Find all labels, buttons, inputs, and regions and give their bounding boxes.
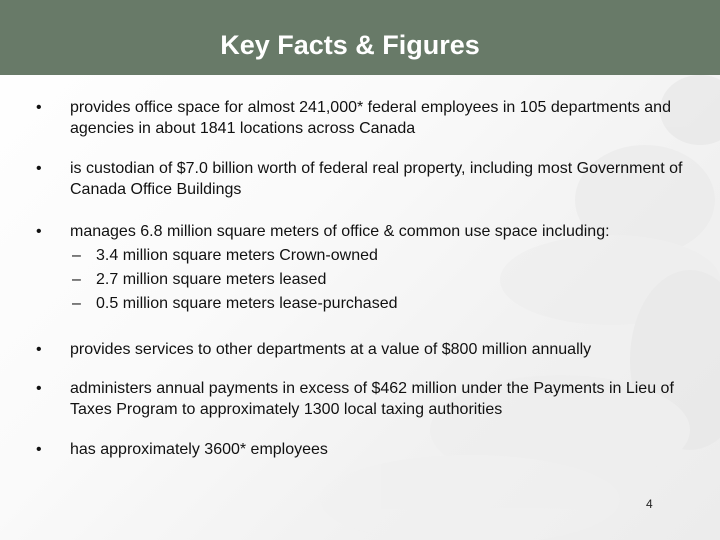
bullet-marker: • — [36, 380, 42, 397]
bullet-item-custodian — [36, 158, 686, 200]
bullet-marker: • — [36, 223, 42, 240]
bullet-marker: • — [36, 341, 42, 358]
sub-bullet-text: 3.4 million square meters Crown-owned — [96, 247, 378, 264]
bullet-item-payments — [36, 378, 686, 420]
bullet-marker: • — [36, 99, 42, 116]
sub-bullet-item-leased — [72, 268, 686, 292]
sub-bullet-text: 0.5 million square meters lease-purchased — [96, 295, 398, 312]
sub-bullet-marker: – — [72, 247, 81, 264]
sub-bullet-text: 2.7 million square meters leased — [96, 271, 327, 288]
bullet-text: has approximately 3600* employees — [70, 441, 328, 458]
bullet-marker: • — [36, 160, 42, 177]
bullet-item-office-space — [36, 97, 686, 139]
bullet-marker: • — [36, 441, 42, 458]
sub-bullet-marker: – — [72, 271, 81, 288]
bullet-text: provides office space for almost 241,000* federal employees in 105 departments and agencies in about 1841 locations across Canada — [70, 99, 671, 137]
bullet-text: provides services to other departments at a value of $800 million annually — [70, 341, 592, 358]
bullet-item-services — [36, 339, 686, 360]
sub-bullet-list — [36, 244, 686, 316]
sub-bullet-item-lease-purchased — [72, 292, 686, 316]
bullet-text: administers annual payments in excess of $462 million under the Payments in Lieu of Taxes Program to approximately 1300 local taxing authorities — [70, 380, 674, 418]
slide-title: Key Facts & Figures — [220, 30, 480, 60]
sub-bullet-marker: – — [72, 295, 81, 312]
bullet-text: manages 6.8 million square meters of office & common use space including: — [70, 223, 610, 240]
sub-bullet-item-crown-owned — [72, 244, 686, 268]
bullet-item-employees — [36, 439, 686, 460]
bullet-item-square-meters — [36, 221, 686, 316]
bullet-text: is custodian of $7.0 billion worth of federal real property, including most Government of Canada Office Buildings — [70, 160, 683, 198]
page-number: 4 — [646, 497, 653, 511]
